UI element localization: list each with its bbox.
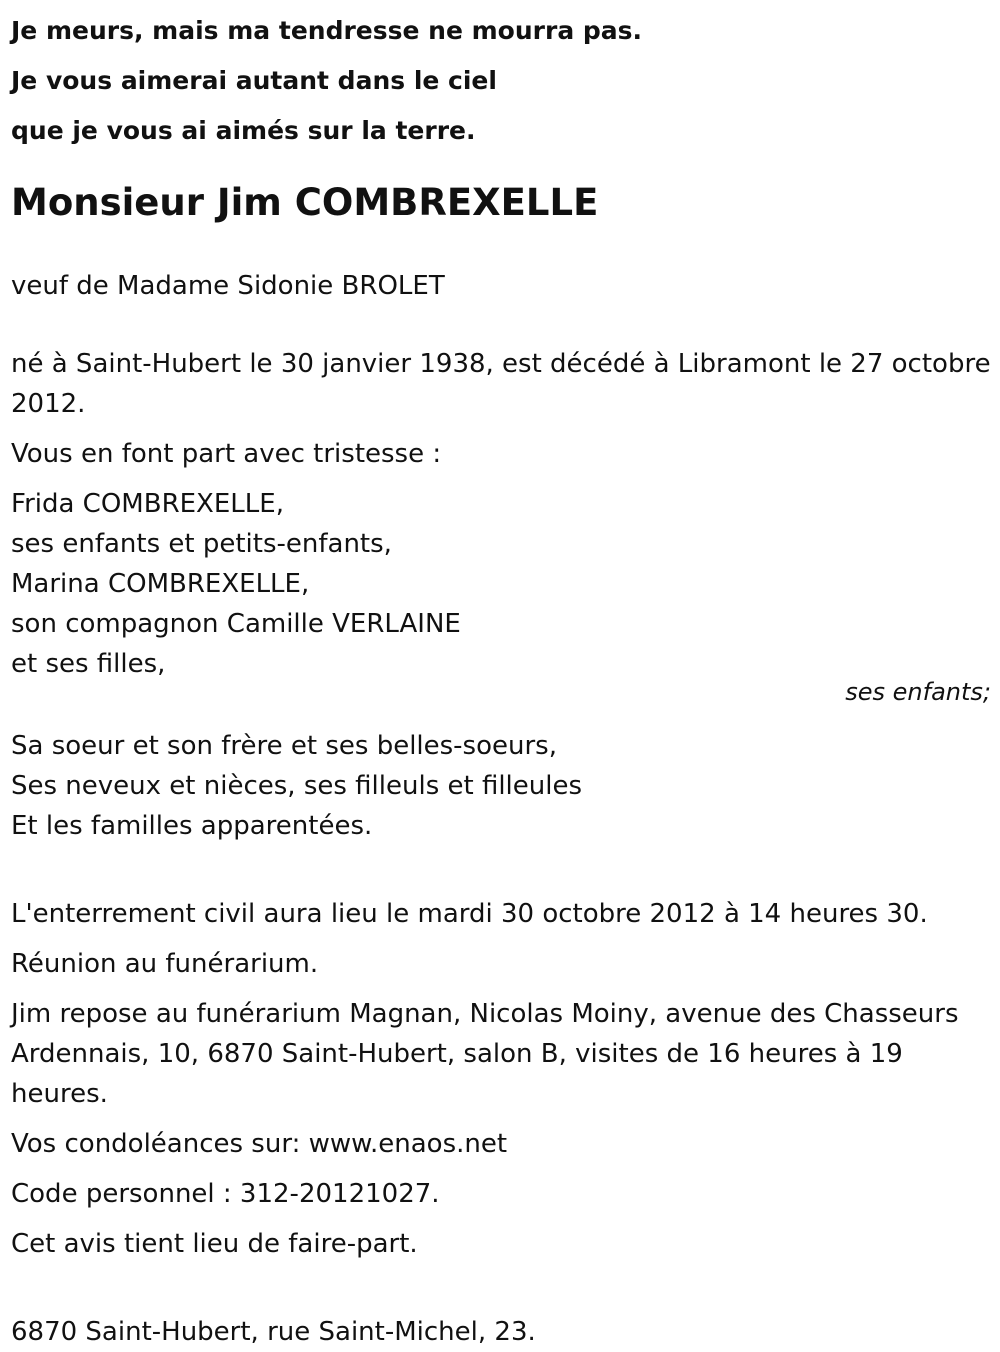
family-line: et ses filles, bbox=[11, 649, 166, 679]
obituary-content bbox=[11, 0, 991, 1352]
meeting-line: Réunion au funérarium. bbox=[11, 949, 319, 979]
birth-death-line: né à Saint-Hubert le 30 janvier 1938, est décédé à Libramont le 27 octobre 2012. bbox=[11, 349, 991, 419]
family-line: Et les familles apparentées. bbox=[11, 811, 373, 841]
family-line: Sa soeur et son frère et ses belles-soeurs, bbox=[11, 731, 557, 761]
family-line: son compagnon Camille VERLAINE bbox=[11, 609, 461, 639]
family-group-2 bbox=[11, 726, 991, 846]
rest-line: Jim repose au funérarium Magnan, Nicolas Moiny, avenue des Chasseurs Ardennais, 10, 6870 Saint-Hubert, salon B, visites de 16 heures à 19 heures. bbox=[11, 999, 959, 1109]
announcement-intro: Vous en font part avec tristesse : bbox=[11, 439, 442, 469]
deceased-name: Monsieur Jim COMBREXELLE bbox=[11, 181, 599, 224]
condolences-line: Vos condoléances sur: www.enaos.net bbox=[11, 1129, 508, 1159]
poem-line: que je vous ai aimés sur la terre. bbox=[11, 116, 476, 145]
notice-line: Cet avis tient lieu de faire-part. bbox=[11, 1229, 418, 1259]
address-line: 6870 Saint-Hubert, rue Saint-Michel, 23. bbox=[11, 1317, 536, 1347]
poem-line: Je meurs, mais ma tendresse ne mourra pas. bbox=[11, 16, 643, 45]
ceremony-line: L'enterrement civil aura lieu le mardi 30 octobre 2012 à 14 heures 30. bbox=[11, 899, 928, 929]
family-line: Ses neveux et nièces, ses filleuls et filleules bbox=[11, 771, 583, 801]
family-line: Marina COMBREXELLE, bbox=[11, 569, 310, 599]
family-relation-label: ses enfants; bbox=[845, 678, 991, 706]
family-line: ses enfants et petits-enfants, bbox=[11, 529, 392, 559]
family-group-1 bbox=[11, 484, 991, 684]
family-line: Frida COMBREXELLE, bbox=[11, 489, 284, 519]
personal-code-line: Code personnel : 312-20121027. bbox=[11, 1179, 440, 1209]
poem-line: Je vous aimerai autant dans le ciel bbox=[11, 66, 497, 95]
poem bbox=[11, 6, 991, 156]
spouse-line: veuf de Madame Sidonie BROLET bbox=[11, 271, 445, 301]
